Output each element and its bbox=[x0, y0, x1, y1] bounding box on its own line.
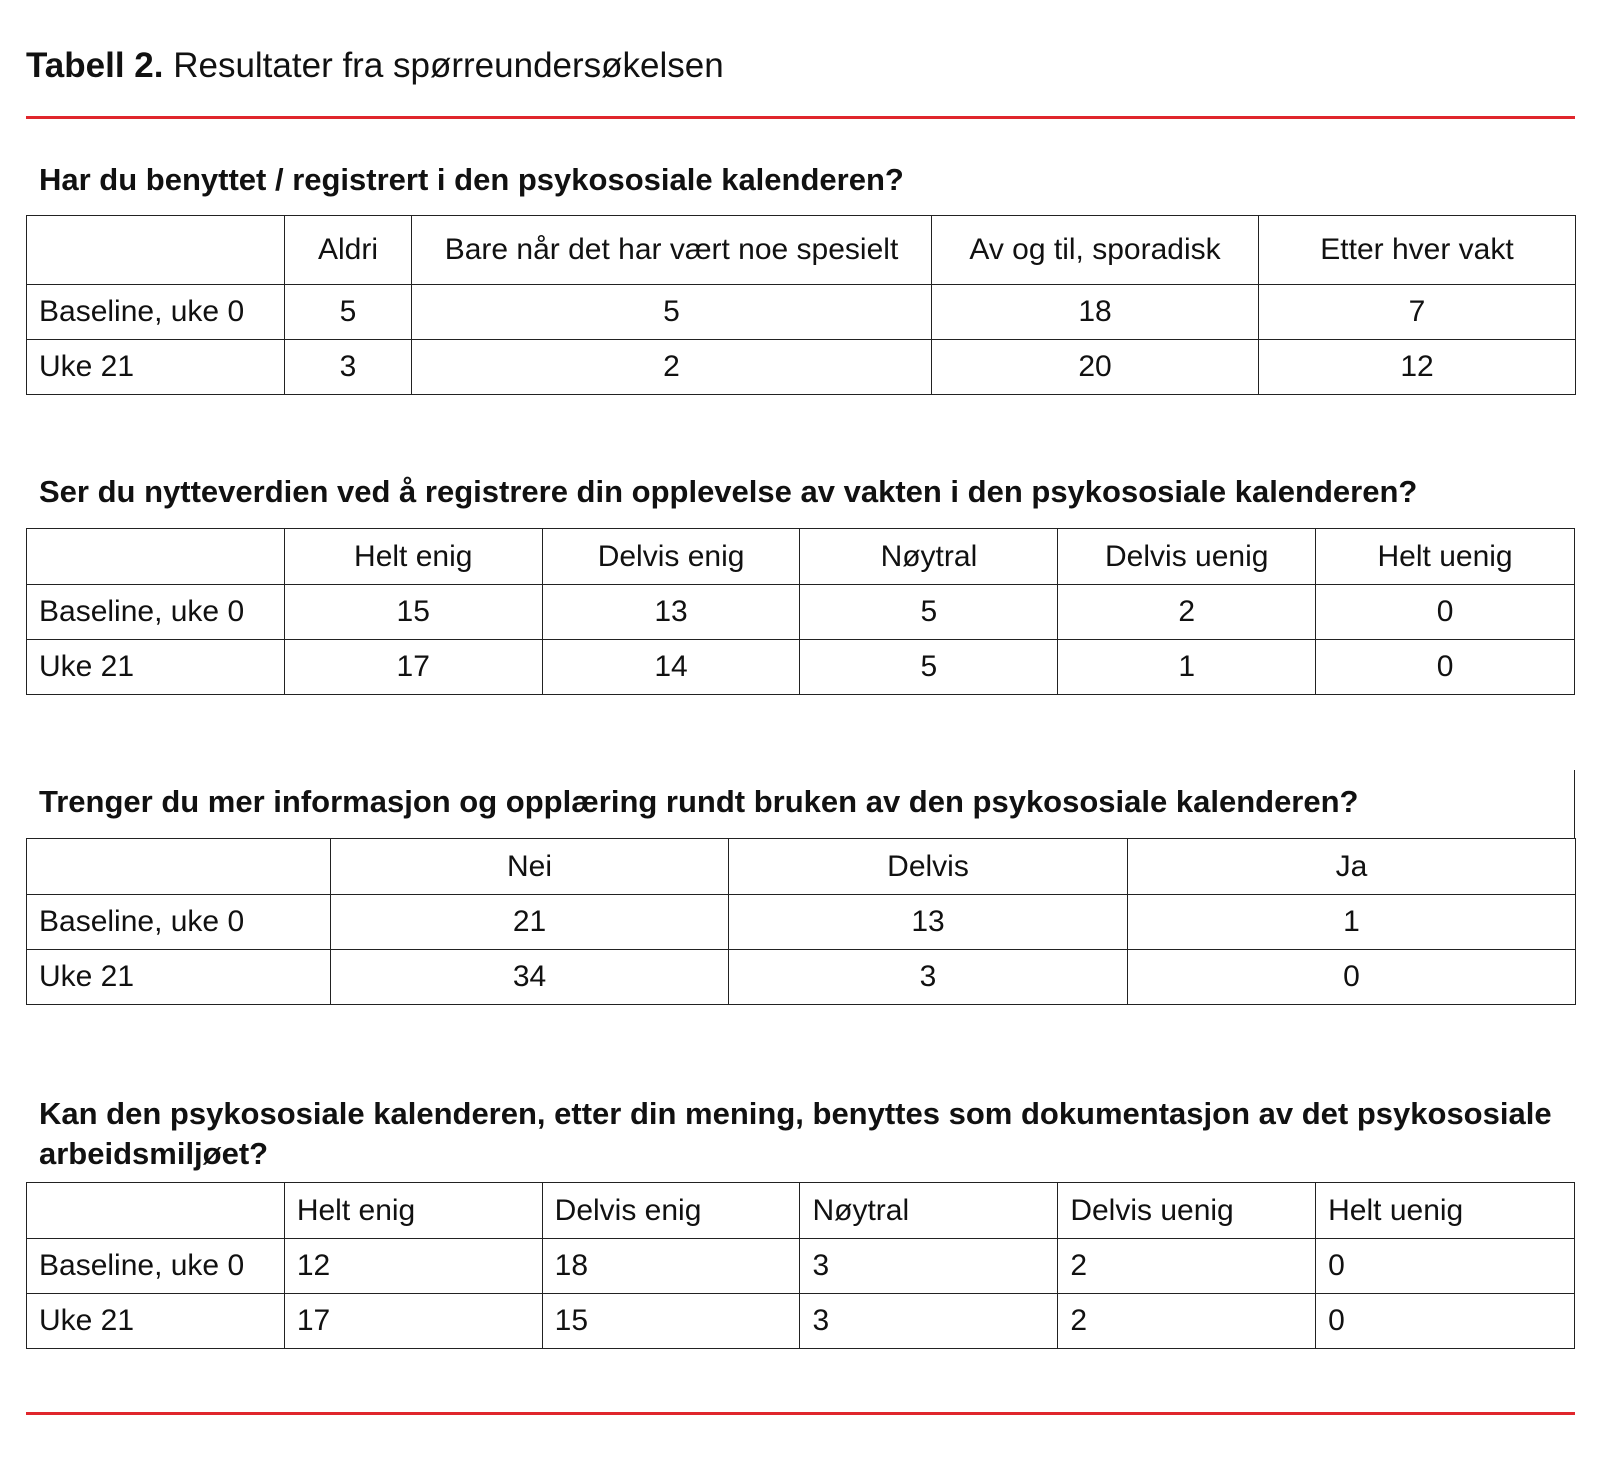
column-header: Helt uenig bbox=[1316, 529, 1575, 585]
table-row bbox=[27, 895, 1576, 950]
column-header: Delvis enig bbox=[542, 529, 800, 585]
table-cell: 20 bbox=[932, 340, 1259, 395]
question-heading: Trenger du mer informasjon og opplæring rundt bruken av den psykososiale kalenderen? bbox=[39, 784, 1359, 819]
results-table bbox=[26, 528, 1575, 695]
table-cell: 15 bbox=[284, 585, 542, 640]
table-cell: 5 bbox=[285, 285, 412, 340]
table-row bbox=[27, 1294, 1575, 1349]
table-header-row bbox=[27, 1183, 1575, 1239]
survey-section-usefulness bbox=[26, 472, 1575, 695]
table-cell: 13 bbox=[542, 585, 800, 640]
corner-cell bbox=[27, 839, 331, 895]
column-header: Av og til, sporadisk bbox=[932, 216, 1259, 285]
table-cell: 21 bbox=[331, 895, 729, 950]
table-cell: 13 bbox=[729, 895, 1128, 950]
table-row bbox=[27, 285, 1576, 340]
table-cell: 0 bbox=[1316, 1294, 1575, 1349]
table-cell: 0 bbox=[1128, 950, 1576, 1005]
column-header: Etter hver vakt bbox=[1259, 216, 1576, 285]
row-label: Uke 21 bbox=[27, 340, 285, 395]
corner-cell bbox=[27, 529, 285, 585]
row-label: Baseline, uke 0 bbox=[27, 285, 285, 340]
row-label: Uke 21 bbox=[27, 640, 285, 695]
column-header: Helt uenig bbox=[1316, 1183, 1575, 1239]
column-header: Aldri bbox=[285, 216, 412, 285]
table-cell: 3 bbox=[729, 950, 1128, 1005]
table-cell: 2 bbox=[1058, 585, 1316, 640]
table-cell: 3 bbox=[285, 340, 412, 395]
results-table bbox=[26, 1182, 1575, 1349]
table-row bbox=[27, 640, 1575, 695]
results-table bbox=[26, 838, 1576, 1005]
table-cell: 3 bbox=[800, 1239, 1058, 1294]
table-cell: 3 bbox=[800, 1294, 1058, 1349]
row-label: Baseline, uke 0 bbox=[27, 585, 285, 640]
column-header: Bare når det har vært noe spesielt bbox=[412, 216, 932, 285]
table-cell: 5 bbox=[800, 585, 1058, 640]
table-number: Tabell 2. bbox=[26, 46, 164, 85]
column-header: Delvis uenig bbox=[1058, 529, 1316, 585]
table-row bbox=[27, 585, 1575, 640]
column-header: Delvis uenig bbox=[1058, 1183, 1316, 1239]
survey-section-usage bbox=[26, 160, 1575, 395]
bottom-divider bbox=[26, 1412, 1575, 1415]
table-cell: 15 bbox=[542, 1294, 800, 1349]
column-header: Delvis enig bbox=[542, 1183, 800, 1239]
row-label: Baseline, uke 0 bbox=[27, 1239, 285, 1294]
table-cell: 0 bbox=[1316, 640, 1575, 695]
table-cell: 0 bbox=[1316, 585, 1575, 640]
table-header-row bbox=[27, 839, 1576, 895]
column-header: Delvis bbox=[729, 839, 1128, 895]
survey-section-training bbox=[26, 770, 1575, 1005]
table-cell: 18 bbox=[542, 1239, 800, 1294]
table-row bbox=[27, 950, 1576, 1005]
table-cell: 5 bbox=[412, 285, 932, 340]
column-header: Nøytral bbox=[800, 1183, 1058, 1239]
corner-cell bbox=[27, 216, 285, 285]
question-heading: Ser du nytteverdien ved å registrere din opplevelse av vakten i den psykososiale kalenderen? bbox=[39, 474, 1418, 509]
table-cell: 1 bbox=[1058, 640, 1316, 695]
table-cell: 1 bbox=[1128, 895, 1576, 950]
table-header-row bbox=[27, 216, 1576, 285]
table-cell: 17 bbox=[284, 1294, 542, 1349]
column-header: Nøytral bbox=[800, 529, 1058, 585]
row-label: Baseline, uke 0 bbox=[27, 895, 331, 950]
table-header-row bbox=[27, 529, 1575, 585]
table-cell: 2 bbox=[412, 340, 932, 395]
table-cell: 12 bbox=[1259, 340, 1576, 395]
table-cell: 2 bbox=[1058, 1294, 1316, 1349]
table-cell: 0 bbox=[1316, 1239, 1575, 1294]
column-header: Ja bbox=[1128, 839, 1576, 895]
table-cell: 17 bbox=[284, 640, 542, 695]
top-divider bbox=[26, 116, 1575, 119]
page-title bbox=[26, 44, 724, 88]
table-cell: 34 bbox=[331, 950, 729, 1005]
table-cell: 5 bbox=[800, 640, 1058, 695]
survey-section-documentation bbox=[26, 1094, 1575, 1349]
table-cell: 7 bbox=[1259, 285, 1576, 340]
question-heading: Kan den psykososiale kalenderen, etter din mening, benyttes som dokumentasjon av det psykososiale arbeidsmiljøet? bbox=[39, 1096, 1552, 1171]
table-cell: 18 bbox=[932, 285, 1259, 340]
results-table bbox=[26, 215, 1576, 395]
column-header: Helt enig bbox=[284, 529, 542, 585]
column-header: Nei bbox=[331, 839, 729, 895]
row-label: Uke 21 bbox=[27, 1294, 285, 1349]
table-row bbox=[27, 340, 1576, 395]
table-cell: 12 bbox=[284, 1239, 542, 1294]
question-heading: Har du benyttet / registrert i den psykososiale kalenderen? bbox=[39, 162, 904, 197]
table-caption: Resultater fra spørreundersøkelsen bbox=[173, 46, 724, 85]
column-header: Helt enig bbox=[284, 1183, 542, 1239]
corner-cell bbox=[27, 1183, 285, 1239]
table-cell: 14 bbox=[542, 640, 800, 695]
question-cell bbox=[26, 770, 1575, 838]
row-label: Uke 21 bbox=[27, 950, 331, 1005]
table-cell: 2 bbox=[1058, 1239, 1316, 1294]
table-row bbox=[27, 1239, 1575, 1294]
